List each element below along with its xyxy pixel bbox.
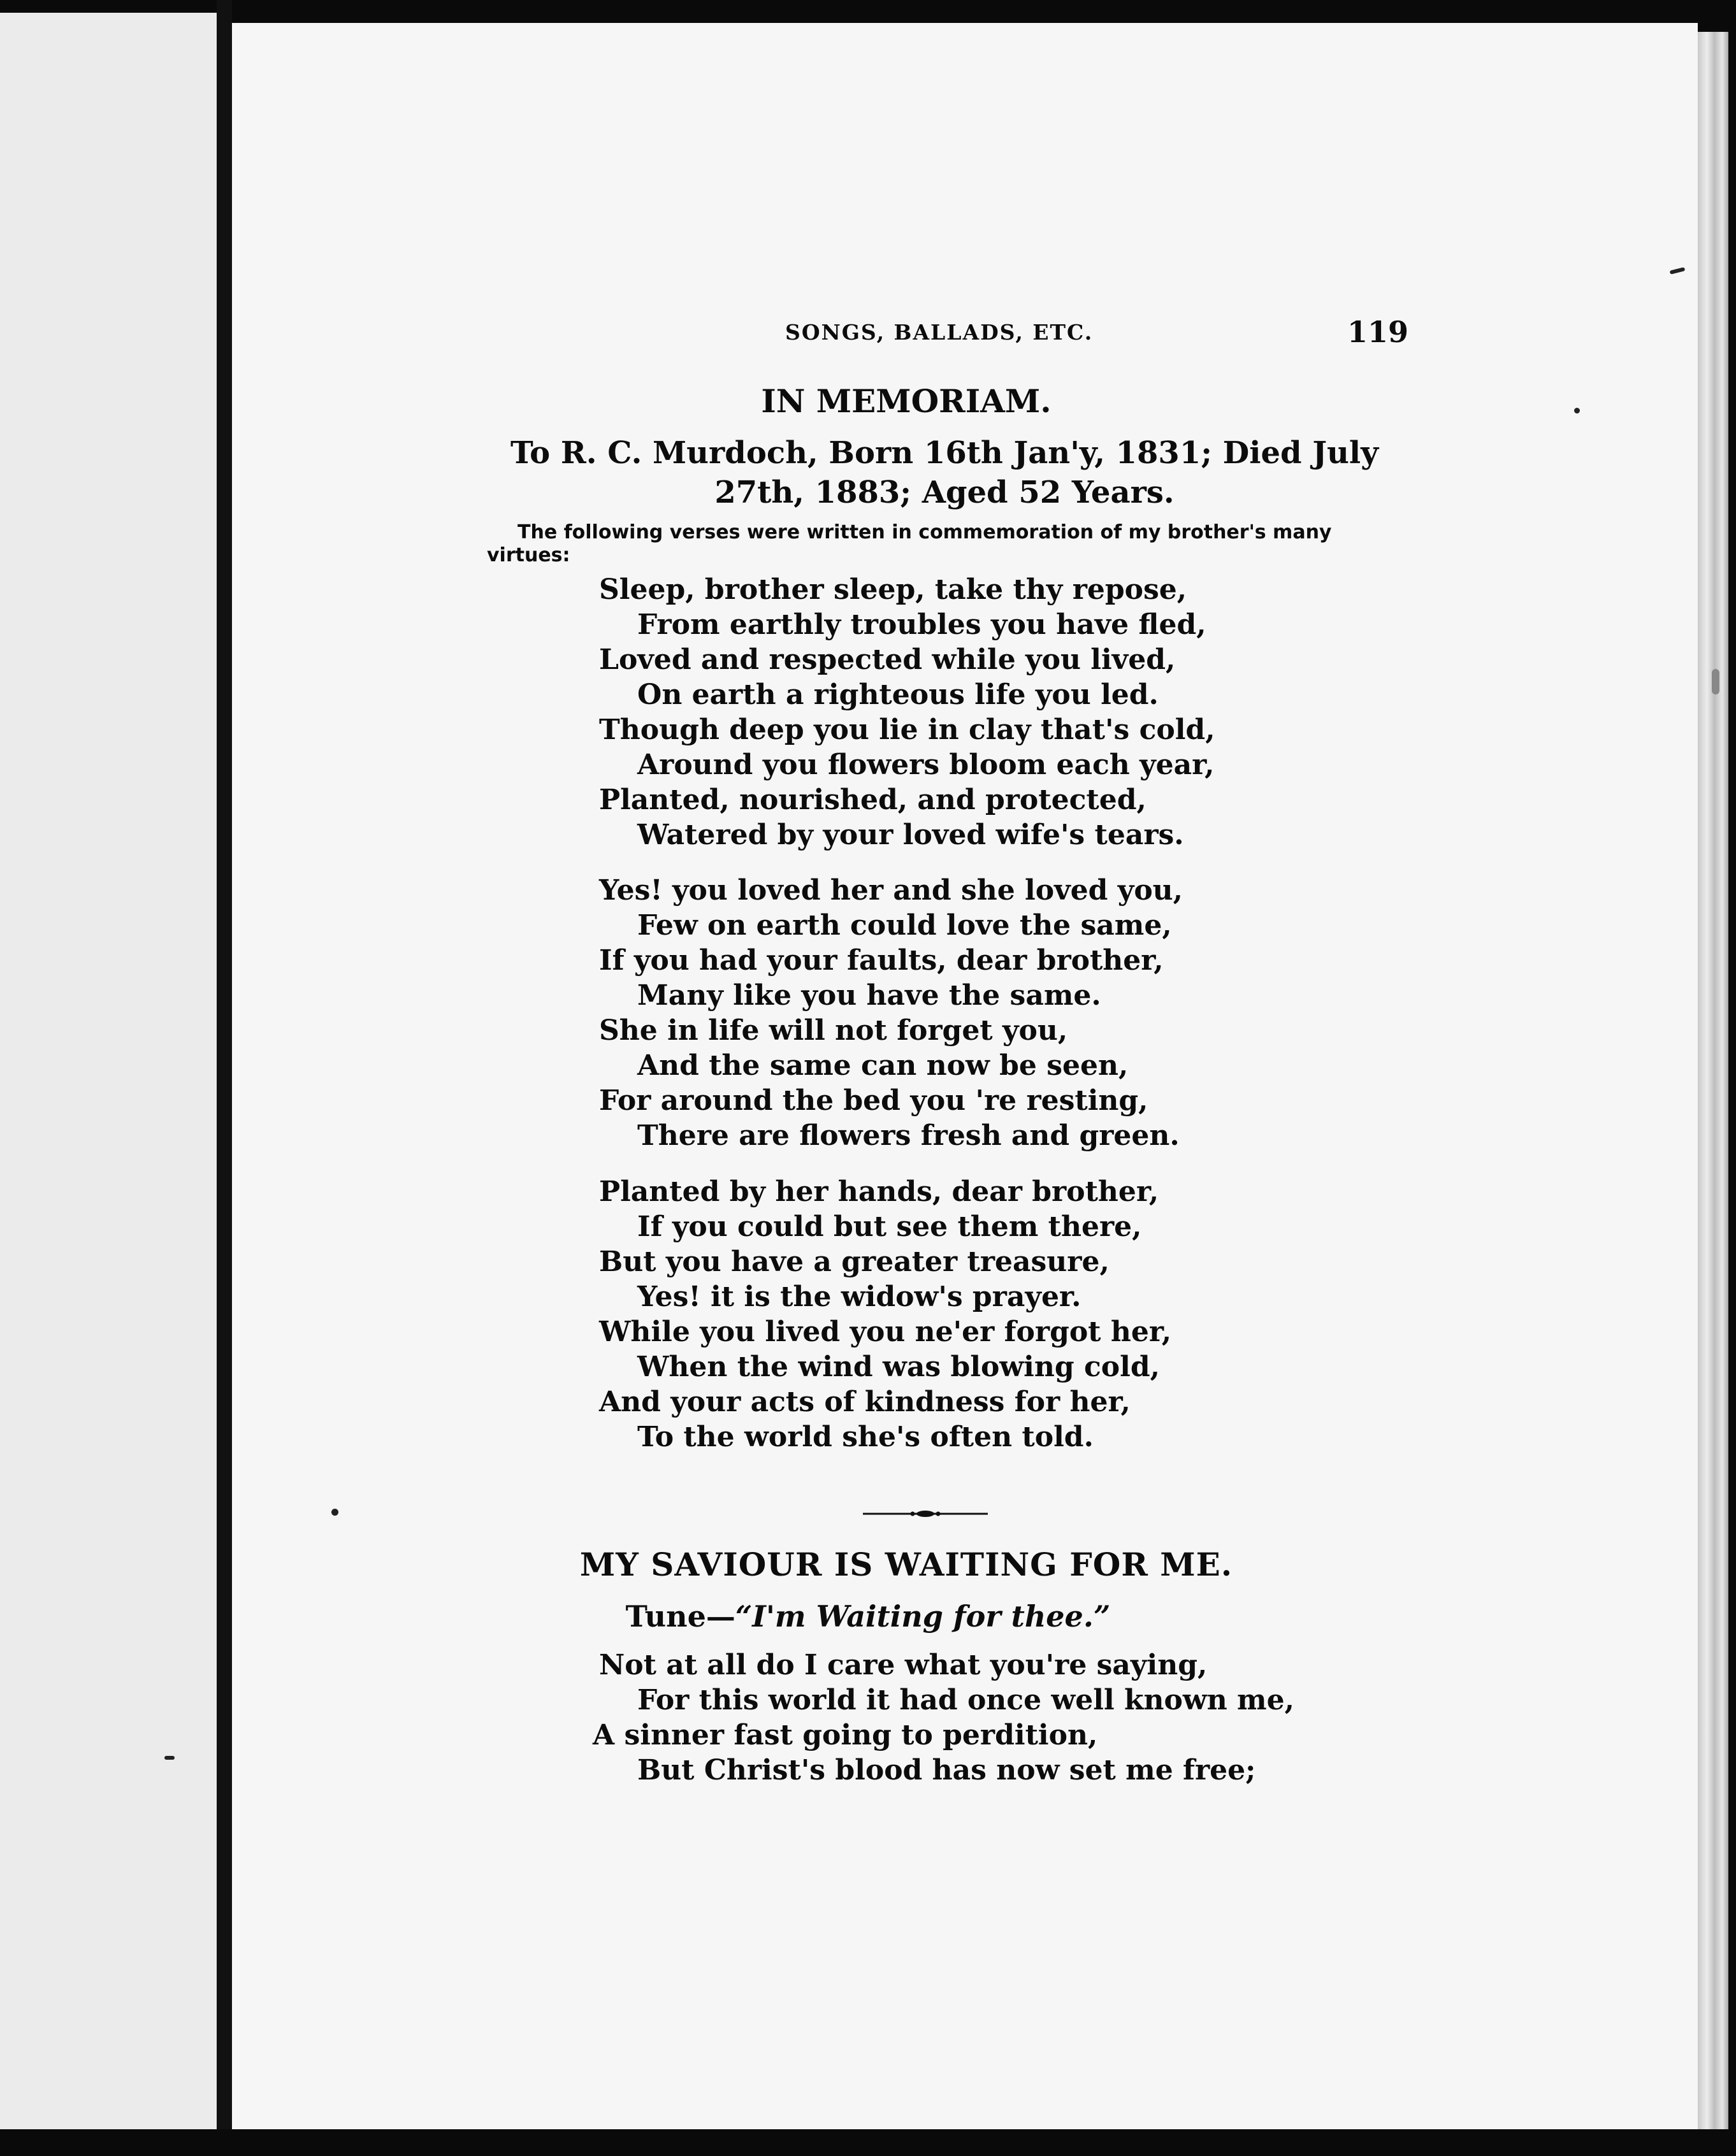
dedication-line: To R. C. Murdoch, Born 16th Jan'y, 1831; Died July 27th, 1883; Aged 52 Years. [510,435,1379,510]
verse-line: Sleep, brother sleep, take thy repose, [599,573,1187,606]
verse-line: Around you flowers bloom each year, [637,749,1215,781]
verse-line: She in life will not forget you, [599,1014,1068,1047]
verse-line: When the wind was blowing cold, [637,1351,1160,1383]
ink-speck [1712,669,1719,694]
tune-name: “I'm Waiting for thee.” [735,1599,1111,1634]
verse-line: For around the bed you 're resting, [599,1084,1148,1117]
verse-line: Watered by your loved wife's tears. [637,819,1184,851]
facing-page [0,13,217,2142]
page-edge [1698,32,1728,2134]
verse-line: Planted by her hands, dear brother, [599,1175,1159,1208]
verse-line: Yes! it is the widow's prayer. [637,1281,1081,1313]
memoriam-stanza-2 [599,873,1183,1153]
verse-line: But Christ's blood has now set me free; [637,1754,1256,1786]
saviour-stanza-1 [593,1648,1294,1788]
verse-line: On earth a righteous life you led. [637,679,1159,711]
verse-line: For this world it had once well known me, [637,1684,1294,1716]
verse-line: But you have a greater treasure, [599,1246,1110,1278]
verse-line: Few on earth could love the same, [637,909,1172,942]
verse-line: If you could but see them there, [637,1211,1142,1243]
verse-line: From earthly troubles you have fled, [637,608,1206,641]
ink-speck [331,1509,338,1516]
book-gutter [217,0,232,2156]
page-number: 119 [1347,315,1409,349]
verse-line: If you had your faults, dear brother, [599,944,1164,977]
verse-line: Many like you have the same. [637,979,1101,1012]
verse-line: And the same can now be seen, [637,1049,1129,1082]
tune-line [0,1599,1736,1634]
verse-line: Loved and respected while you lived, [599,643,1176,676]
ornamental-divider [863,1510,988,1518]
tune-label: Tune— [625,1599,735,1634]
memoriam-stanza-1 [599,572,1215,852]
verse-line: While you lived you ne'er forgot her, [599,1316,1172,1348]
poem-title-saviour: MY SAVIOUR IS WAITING FOR ME. [579,1546,1233,1583]
verse-line: Not at all do I care what you're saying, [599,1649,1208,1681]
intro-note: The following verses were written in commemoration of my brother's many virtues: [487,521,1332,566]
ink-speck [164,1756,175,1760]
running-head: SONGS, BALLADS, ETC. [785,320,1094,345]
verse-line: There are flowers fresh and green. [637,1119,1180,1152]
verse-line: A sinner fast going to perdition, [593,1719,1098,1751]
verse-line: And your acts of kindness for her, [599,1386,1131,1418]
verse-line: Planted, nourished, and protected, [599,784,1146,816]
ink-speck [1574,408,1580,413]
memoriam-stanza-3 [599,1174,1171,1455]
verse-line: Though deep you lie in clay that's cold, [599,714,1215,746]
verse-line: Yes! you loved her and she loved you, [599,874,1183,907]
scan-border [0,2129,1736,2156]
verse-line: To the world she's often told. [637,1421,1094,1453]
poem-title-memoriam: IN MEMORIAM. [761,382,1052,420]
